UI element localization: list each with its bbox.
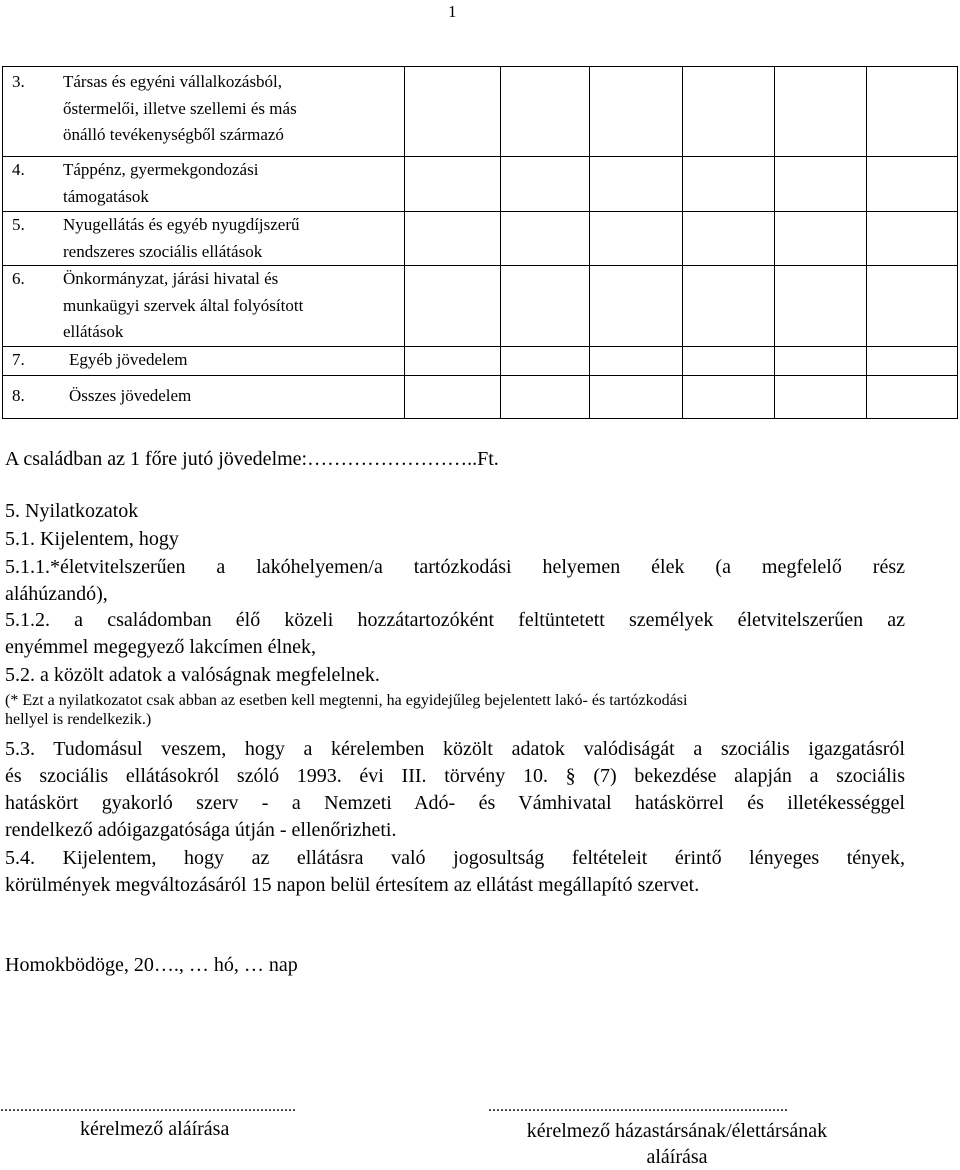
footnote-line: hellyel is rendelkezik.) xyxy=(5,711,152,728)
amount-cell[interactable] xyxy=(775,67,867,157)
amount-cell[interactable] xyxy=(683,157,775,212)
statement-5-1-1: 5.1.1.*életvitelszerűen a lakóhelyemen/a tartózkodási helyemen élek (a megfelelő rész xyxy=(5,556,905,578)
row-label-line: támogatások xyxy=(63,186,149,206)
signature-line-left[interactable]: .......................................................................... xyxy=(0,1098,296,1115)
row-number: 8. xyxy=(12,385,25,405)
table-row xyxy=(3,266,958,347)
amount-cell[interactable] xyxy=(775,375,867,418)
statement-5-4: 5.4. Kijelentem, hogy az ellátásra való jogosultság feltételeit érintő lényeges tények, xyxy=(5,847,905,869)
income-type-cell xyxy=(3,67,405,157)
date-line: Homokbödöge, 20…., … hó, … nap xyxy=(5,954,298,976)
amount-cell[interactable] xyxy=(405,157,501,212)
amount-cell[interactable] xyxy=(590,67,683,157)
page-number: 1 xyxy=(448,2,457,21)
amount-cell[interactable] xyxy=(501,212,590,266)
amount-cell[interactable] xyxy=(590,157,683,212)
amount-cell[interactable] xyxy=(683,346,775,375)
amount-cell[interactable] xyxy=(501,67,590,157)
amount-cell[interactable] xyxy=(867,346,958,375)
amount-cell[interactable] xyxy=(405,346,501,375)
statement-5-3-cont: és szociális ellátásokról szóló 1993. évi III. törvény 10. § (7) bekezdése alapján a szociális xyxy=(5,765,905,787)
footnote-line: (* Ezt a nyilatkozatot csak abban az esetben kell megtenni, ha egyidejűleg bejelentett lakó- és tartózkodási xyxy=(5,692,688,709)
row-label-line: őstermelői, illetve szellemi és más xyxy=(63,98,297,118)
amount-cell[interactable] xyxy=(683,375,775,418)
income-type-cell xyxy=(3,266,405,347)
income-type-cell xyxy=(3,346,405,375)
statement-5-3: 5.3. Tudomásul veszem, hogy a kérelemben közölt adatok valódiságát a szociális igazgatásról xyxy=(5,738,905,760)
per-capita-income-line: A családban az 1 főre jutó jövedelme:……………………..Ft. xyxy=(5,448,499,470)
table-row xyxy=(3,157,958,212)
amount-cell[interactable] xyxy=(683,266,775,347)
table-row xyxy=(3,346,958,375)
statement-5-3-cont: hatáskört gyakorló szerv - a Nemzeti Adó- és Vámhivatal hatáskörrel és illetékességgel xyxy=(5,792,905,814)
row-label-line: önálló tevékenységből származó xyxy=(63,125,284,144)
row-label-line: Nyugellátás és egyéb nyugdíjszerű xyxy=(63,215,300,234)
amount-cell[interactable] xyxy=(501,346,590,375)
statement-5-1-1-cont: aláhúzandó), xyxy=(5,583,108,605)
amount-cell[interactable] xyxy=(867,212,958,266)
amount-cell[interactable] xyxy=(501,266,590,347)
table-row xyxy=(3,67,958,157)
statement-5-2: 5.2. a közölt adatok a valóságnak megfelelnek. xyxy=(5,664,380,686)
applicant-signature-label: kérelmező aláírása xyxy=(80,1118,230,1140)
section-title: 5. Nyilatkozatok xyxy=(5,500,139,522)
amount-cell[interactable] xyxy=(405,375,501,418)
row-label-line: Egyéb jövedelem xyxy=(69,349,188,369)
income-type-cell xyxy=(3,157,405,212)
table-row xyxy=(3,375,958,418)
statement-5-1: 5.1. Kijelentem, hogy xyxy=(5,528,179,550)
row-label-line: Táppénz, gyermekgondozási xyxy=(63,160,259,179)
amount-cell[interactable] xyxy=(867,266,958,347)
amount-cell[interactable] xyxy=(867,157,958,212)
income-table xyxy=(2,66,958,419)
amount-cell[interactable] xyxy=(590,346,683,375)
row-number: 7. xyxy=(12,349,25,369)
amount-cell[interactable] xyxy=(683,67,775,157)
amount-cell[interactable] xyxy=(501,157,590,212)
row-label-line: Társas és egyéni vállalkozásból, xyxy=(63,72,283,91)
amount-cell[interactable] xyxy=(405,67,501,157)
row-label-line: ellátások xyxy=(63,322,124,341)
spouse-signature-label xyxy=(496,1118,858,1170)
row-label-line: rendszeres szociális ellátások xyxy=(63,241,263,261)
amount-cell[interactable] xyxy=(590,266,683,347)
statement-5-3-cont: rendelkező adóigazgatósága útján - ellenőrizheti. xyxy=(5,819,397,841)
income-type-cell xyxy=(3,375,405,418)
amount-cell[interactable] xyxy=(867,67,958,157)
spouse-signature-label-line: kérelmező házastársának/élettársának xyxy=(526,1120,828,1142)
amount-cell[interactable] xyxy=(405,266,501,347)
amount-cell[interactable] xyxy=(590,212,683,266)
amount-cell[interactable] xyxy=(867,375,958,418)
income-type-cell xyxy=(3,212,405,266)
amount-cell[interactable] xyxy=(775,266,867,347)
signature-line-right[interactable]: ........................................................................... xyxy=(488,1098,788,1115)
table-row xyxy=(3,212,958,266)
amount-cell[interactable] xyxy=(590,375,683,418)
statement-5-1-2: 5.1.2. a családomban élő közeli hozzátartozóként feltüntetett személyek életvitelszerűen az xyxy=(5,609,905,631)
row-number: 4. xyxy=(12,160,25,179)
amount-cell[interactable] xyxy=(775,157,867,212)
amount-cell[interactable] xyxy=(501,375,590,418)
row-label-line: Önkormányzat, járási hivatal és xyxy=(63,269,279,288)
row-number: 5. xyxy=(12,215,25,234)
row-number: 3. xyxy=(12,72,25,91)
statement-5-1-2-cont: enyémmel megegyező lakcímen élnek, xyxy=(5,636,316,658)
row-number: 6. xyxy=(12,269,25,288)
row-label-line: Összes jövedelem xyxy=(69,385,192,405)
statement-5-4-cont: körülmények megváltozásáról 15 napon belül értesítem az ellátást megállapító szervet. xyxy=(5,874,700,896)
amount-cell[interactable] xyxy=(405,212,501,266)
amount-cell[interactable] xyxy=(683,212,775,266)
row-label-line: munkaügyi szervek által folyósított xyxy=(63,295,304,315)
amount-cell[interactable] xyxy=(775,212,867,266)
amount-cell[interactable] xyxy=(775,346,867,375)
spouse-signature-label-line: aláírása xyxy=(646,1146,708,1168)
